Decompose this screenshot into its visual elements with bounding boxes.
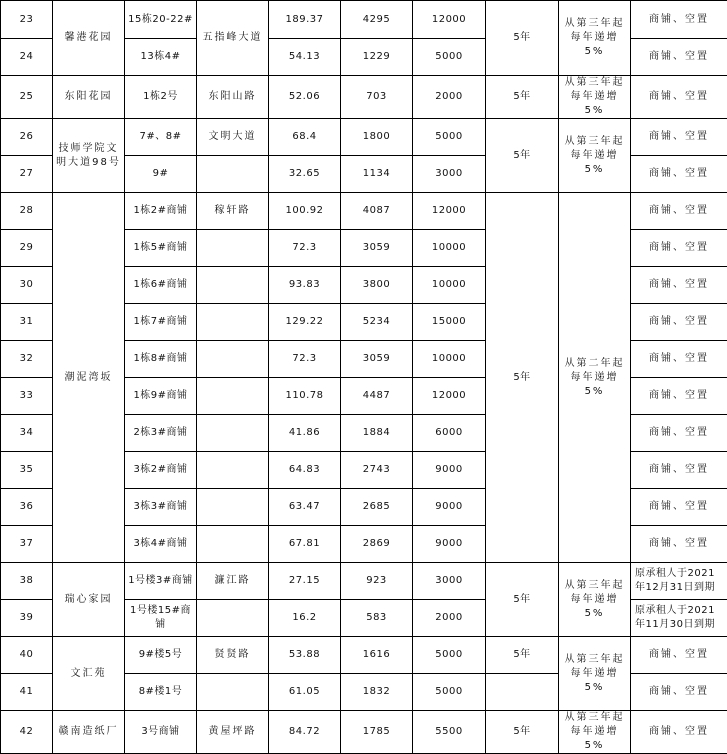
- lease-term: 5年: [486, 711, 559, 754]
- table-row: [1, 1, 727, 39]
- unit-name: 1号楼15#商铺: [125, 600, 197, 637]
- road-name: 稼轩路: [197, 193, 269, 230]
- row-number: 23: [1, 1, 53, 39]
- estate-name: 文汇苑: [53, 637, 125, 711]
- road-name-empty: [197, 341, 269, 378]
- status-text: 商铺、空置: [631, 415, 727, 452]
- status-text: 商铺、空置: [631, 489, 727, 526]
- deposit-value: 5000: [413, 674, 486, 711]
- deposit-value: 3000: [413, 563, 486, 600]
- estate-name: 技师学院文明大道98号: [53, 119, 125, 193]
- status-text: 商铺、空置: [631, 119, 727, 156]
- area-value: 54.13: [269, 39, 341, 76]
- deposit-value: 10000: [413, 267, 486, 304]
- area-value: 72.3: [269, 230, 341, 267]
- area-value: 63.47: [269, 489, 341, 526]
- deposit-value: 10000: [413, 230, 486, 267]
- row-number: 26: [1, 119, 53, 156]
- row-number: 35: [1, 452, 53, 489]
- table-row: [1, 76, 727, 119]
- lease-term: 5年: [486, 193, 559, 563]
- price-value: 4487: [341, 378, 413, 415]
- area-value: 67.81: [269, 526, 341, 563]
- status-text: 原承租人于2021年11月30日到期: [631, 600, 727, 637]
- road-name-empty: [197, 489, 269, 526]
- area-value: 27.15: [269, 563, 341, 600]
- status-text: 商铺、空置: [631, 674, 727, 711]
- deposit-value: 12000: [413, 1, 486, 39]
- road-name-empty: [197, 304, 269, 341]
- status-text: 商铺、空置: [631, 76, 727, 119]
- unit-name: 2栋3#商铺: [125, 415, 197, 452]
- deposit-value: 9000: [413, 489, 486, 526]
- road-name-empty: [197, 452, 269, 489]
- road-name: 文明大道: [197, 119, 269, 156]
- deposit-value: 2000: [413, 76, 486, 119]
- area-value: 41.86: [269, 415, 341, 452]
- deposit-value: 5500: [413, 711, 486, 754]
- area-value: 189.37: [269, 1, 341, 39]
- lease-term-empty: [486, 674, 559, 711]
- unit-name: 8#楼1号: [125, 674, 197, 711]
- price-value: 1785: [341, 711, 413, 754]
- price-value: 703: [341, 76, 413, 119]
- price-value: 1616: [341, 637, 413, 674]
- unit-name: 1号楼3#商铺: [125, 563, 197, 600]
- row-number: 24: [1, 39, 53, 76]
- deposit-value: 15000: [413, 304, 486, 341]
- unit-name: 9#: [125, 156, 197, 193]
- road-name-empty: [197, 415, 269, 452]
- estate-name: 馨港花园: [53, 1, 125, 76]
- unit-name: 1栋5#商铺: [125, 230, 197, 267]
- deposit-value: 12000: [413, 193, 486, 230]
- status-text: 商铺、空置: [631, 452, 727, 489]
- road-name-empty: [197, 526, 269, 563]
- unit-name: 7#、8#: [125, 119, 197, 156]
- estate-name: 东阳花园: [53, 76, 125, 119]
- deposit-value: 3000: [413, 156, 486, 193]
- price-value: 3059: [341, 230, 413, 267]
- road-name-empty: [197, 267, 269, 304]
- status-text: 商铺、空置: [631, 39, 727, 76]
- road-name: 濂江路: [197, 563, 269, 600]
- price-value: 2685: [341, 489, 413, 526]
- price-value: 2869: [341, 526, 413, 563]
- unit-name: 1栋6#商铺: [125, 267, 197, 304]
- price-value: 1134: [341, 156, 413, 193]
- road-name: 贤贤路: [197, 637, 269, 674]
- area-value: 64.83: [269, 452, 341, 489]
- rent-increase: 从第三年起每年递增5%: [559, 711, 631, 754]
- lease-term: 5年: [486, 637, 559, 674]
- price-value: 4295: [341, 1, 413, 39]
- row-number: 31: [1, 304, 53, 341]
- price-value: 583: [341, 600, 413, 637]
- unit-name: 1栋8#商铺: [125, 341, 197, 378]
- table-row: [1, 193, 727, 230]
- row-number: 29: [1, 230, 53, 267]
- rent-increase: 从第三年起每年递增5%: [559, 637, 631, 711]
- road-name: 黄屋坪路: [197, 711, 269, 754]
- status-text: 商铺、空置: [631, 1, 727, 39]
- status-text: 商铺、空置: [631, 267, 727, 304]
- area-value: 53.88: [269, 637, 341, 674]
- table-row: [1, 563, 727, 600]
- row-number: 33: [1, 378, 53, 415]
- status-text: 商铺、空置: [631, 341, 727, 378]
- road-name-empty: [197, 378, 269, 415]
- unit-name: 9#楼5号: [125, 637, 197, 674]
- status-text: 商铺、空置: [631, 193, 727, 230]
- row-number: 28: [1, 193, 53, 230]
- row-number: 39: [1, 600, 53, 637]
- area-value: 100.92: [269, 193, 341, 230]
- status-text: 商铺、空置: [631, 304, 727, 341]
- estate-name: 赣南造纸厂: [53, 711, 125, 754]
- price-value: 5234: [341, 304, 413, 341]
- rent-increase: 从第三年起每年递增5%: [559, 563, 631, 637]
- unit-name: 1栋9#商铺: [125, 378, 197, 415]
- row-number: 27: [1, 156, 53, 193]
- price-value: 1832: [341, 674, 413, 711]
- area-value: 68.4: [269, 119, 341, 156]
- deposit-value: 5000: [413, 637, 486, 674]
- rent-increase: 从第三年起每年递增5%: [559, 76, 631, 119]
- row-number: 36: [1, 489, 53, 526]
- deposit-value: 2000: [413, 600, 486, 637]
- road-name-empty: [197, 156, 269, 193]
- row-number: 25: [1, 76, 53, 119]
- area-value: 110.78: [269, 378, 341, 415]
- status-text: 商铺、空置: [631, 230, 727, 267]
- estate-name: 瑞心家园: [53, 563, 125, 637]
- status-text: 商铺、空置: [631, 711, 727, 754]
- deposit-value: 12000: [413, 378, 486, 415]
- deposit-value: 9000: [413, 526, 486, 563]
- table-row: [1, 637, 727, 674]
- price-value: 3800: [341, 267, 413, 304]
- price-value: 4087: [341, 193, 413, 230]
- unit-name: 1栋2#商铺: [125, 193, 197, 230]
- unit-name: 1栋2号: [125, 76, 197, 119]
- deposit-value: 6000: [413, 415, 486, 452]
- road-name-empty: [197, 600, 269, 637]
- area-value: 52.06: [269, 76, 341, 119]
- unit-name: 13栋4#: [125, 39, 197, 76]
- status-text: 商铺、空置: [631, 526, 727, 563]
- road-name-empty: [197, 674, 269, 711]
- table-row: [1, 711, 727, 754]
- estate-name: 潮泥湾坂: [53, 193, 125, 563]
- road-name-empty: [197, 230, 269, 267]
- unit-name: 1栋7#商铺: [125, 304, 197, 341]
- price-value: 1800: [341, 119, 413, 156]
- deposit-value: 5000: [413, 119, 486, 156]
- deposit-value: 10000: [413, 341, 486, 378]
- unit-name: 15栋20-22#: [125, 1, 197, 39]
- lease-term: 5年: [486, 119, 559, 193]
- area-value: 93.83: [269, 267, 341, 304]
- unit-name: 3栋3#商铺: [125, 489, 197, 526]
- unit-name: 3号商铺: [125, 711, 197, 754]
- row-number: 38: [1, 563, 53, 600]
- row-number: 41: [1, 674, 53, 711]
- table-row: [1, 119, 727, 156]
- row-number: 42: [1, 711, 53, 754]
- area-value: 16.2: [269, 600, 341, 637]
- price-value: 3059: [341, 341, 413, 378]
- lease-term: 5年: [486, 76, 559, 119]
- price-value: 2743: [341, 452, 413, 489]
- row-number: 37: [1, 526, 53, 563]
- price-value: 1884: [341, 415, 413, 452]
- rent-increase: 从第三年起每年递增5%: [559, 1, 631, 76]
- area-value: 84.72: [269, 711, 341, 754]
- rent-increase: 从第二年起每年递增5%: [559, 193, 631, 563]
- price-value: 923: [341, 563, 413, 600]
- lease-term: 5年: [486, 563, 559, 637]
- price-value: 1229: [341, 39, 413, 76]
- status-text: 商铺、空置: [631, 378, 727, 415]
- deposit-value: 9000: [413, 452, 486, 489]
- lease-term: 5年: [486, 1, 559, 76]
- area-value: 61.05: [269, 674, 341, 711]
- area-value: 32.65: [269, 156, 341, 193]
- unit-name: 3栋4#商铺: [125, 526, 197, 563]
- road-name: 五指峰大道: [197, 1, 269, 76]
- row-number: 40: [1, 637, 53, 674]
- status-text: 商铺、空置: [631, 156, 727, 193]
- area-value: 72.3: [269, 341, 341, 378]
- area-value: 129.22: [269, 304, 341, 341]
- row-number: 32: [1, 341, 53, 378]
- deposit-value: 5000: [413, 39, 486, 76]
- unit-name: 3栋2#商铺: [125, 452, 197, 489]
- row-number: 30: [1, 267, 53, 304]
- status-text: 商铺、空置: [631, 637, 727, 674]
- status-text: 原承租人于2021年12月31日到期: [631, 563, 727, 600]
- road-name: 东阳山路: [197, 76, 269, 119]
- row-number: 34: [1, 415, 53, 452]
- rent-increase: 从第三年起每年递增5%: [559, 119, 631, 193]
